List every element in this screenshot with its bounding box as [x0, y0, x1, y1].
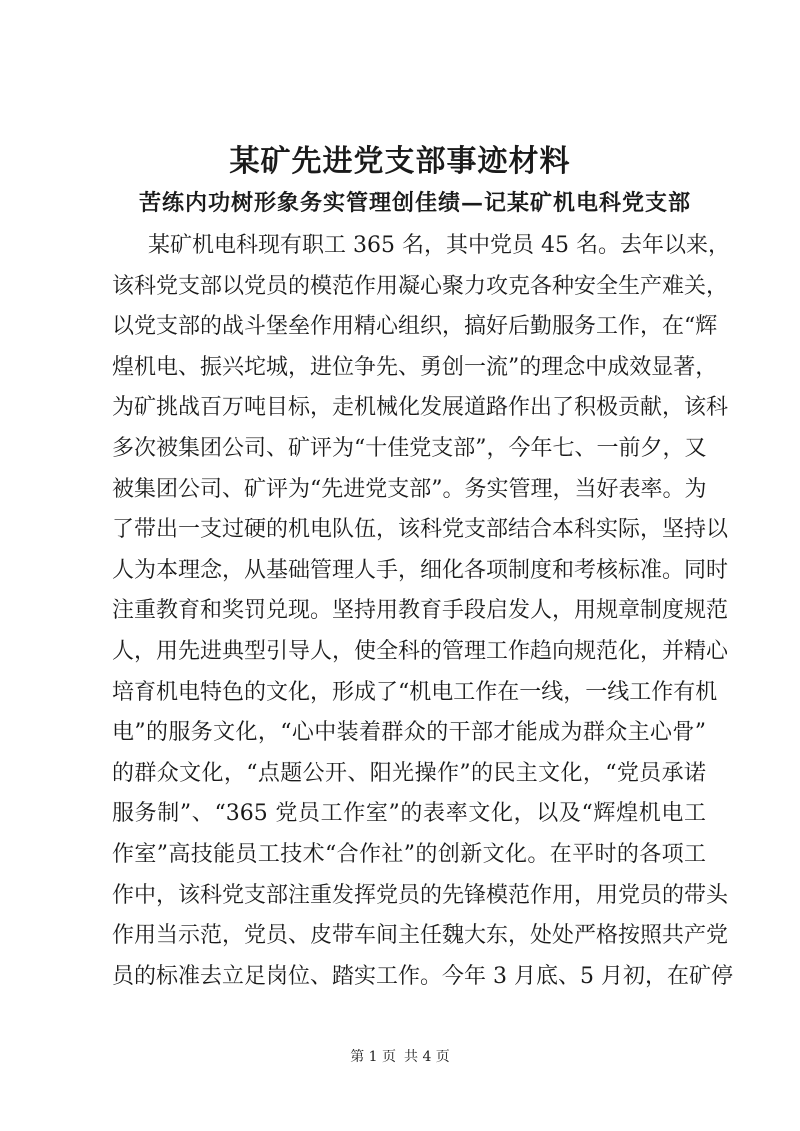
body-line: 为矿挑战百万吨目标，走机械化发展道路作出了积极贡献，该科: [112, 395, 729, 421]
body-line: 员的标准去立足岗位、踏实工作。今年 3 月底、5 月初，在矿停: [112, 963, 733, 989]
body-line: 了带出一支过硬的机电队伍，该科党支部结合本科实际，坚持以: [112, 517, 729, 543]
body-line: 该科党支部以党员的模范作用凝心聚力攻克各种安全生产难关，: [112, 273, 729, 299]
body-line: 人，用先进典型引导人，使全科的管理工作趋向规范化，并精心: [112, 638, 729, 664]
body-text: [112, 226, 733, 997]
document-subtitle: 苦练内功树形象务实管理创佳绩—记某矿机电科党支部: [138, 190, 691, 216]
body-line: 注重教育和奖罚兑现。坚持用教育手段启发人，用规章制度规范: [112, 598, 729, 624]
body-line: 以党支部的战斗堡垒作用精心组织，搞好后勤服务工作，在“辉: [112, 314, 718, 340]
body-line: 的群众文化，“点题公开、阳光操作”的民主文化，“党员承诺: [112, 760, 706, 786]
page-footer: [0, 1047, 800, 1067]
body-line: 多次被集团公司、矿评为“十佳党支部”，今年七、一前夕，又: [112, 435, 707, 461]
page-total: 共 4 页: [404, 1049, 450, 1065]
body-line: 煌机电、振兴坨城，进位争先、勇创一流”的理念中成效显著，: [112, 354, 718, 380]
body-line: 作中，该科党支部注重发挥党员的先锋模范作用，用党员的带头: [112, 882, 729, 908]
body-line: 某矿机电科现有职工 365 名，其中党员 45 名。去年以来，: [148, 233, 730, 258]
page-number: 第 1 页: [350, 1049, 396, 1065]
body-line: 电”的服务文化，“心中装着群众的干部才能成为群众主心骨”: [112, 720, 706, 746]
body-line: 人为本理念，从基础管理人手，细化各项制度和考核标准。同时: [112, 557, 729, 583]
body-line: 培育机电特色的文化，形成了“机电工作在一线，一线工作有机: [112, 679, 718, 705]
body-line: 被集团公司、矿评为“先进党支部”。务实管理，当好表率。为: [112, 476, 707, 502]
document-title: 某矿先进党支部事迹材料: [229, 144, 571, 179]
body-line: 作室”高技能员工技术“合作社”的创新文化。在平时的各项工: [112, 841, 706, 867]
body-line: 作用当示范，党员、皮带车间主任魏大东，处处严格按照共产党: [112, 923, 729, 949]
body-line: 服务制”、“365 党员工作室”的表率文化，以及“辉煌机电工: [112, 801, 706, 827]
